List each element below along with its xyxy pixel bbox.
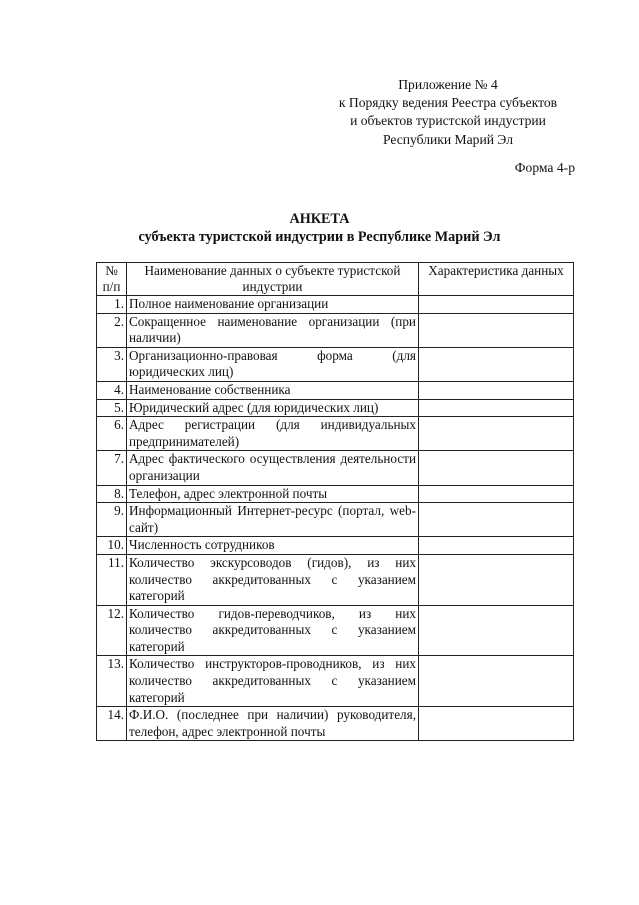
- row-value-cell[interactable]: [419, 313, 574, 347]
- annex-line: к Порядку ведения Реестра субъектов: [338, 95, 558, 111]
- row-value-cell[interactable]: [419, 347, 574, 381]
- row-number: 11.: [97, 554, 127, 605]
- row-number: 5.: [97, 399, 127, 417]
- row-label: Полное наименование организации: [127, 296, 419, 314]
- row-value-cell[interactable]: [419, 656, 574, 707]
- table-row: [97, 296, 574, 314]
- header-number: № п/п: [97, 263, 127, 296]
- title-subtitle: субъекта туристской индустрии в Республике Марий Эл: [138, 229, 501, 245]
- annex-reference: [300, 76, 596, 149]
- row-label: Организационно-правовая форма (для юридических лиц): [127, 347, 419, 381]
- row-number: 14.: [97, 707, 127, 741]
- questionnaire-table: [96, 262, 574, 741]
- row-number: 1.: [97, 296, 127, 314]
- document-title: [0, 210, 639, 246]
- row-number: 7.: [97, 451, 127, 485]
- row-number: 13.: [97, 656, 127, 707]
- row-label: Количество экскурсоводов (гидов), из них количество аккредитованных с указанием категорий: [127, 554, 419, 605]
- row-value-cell[interactable]: [419, 381, 574, 399]
- row-value-cell[interactable]: [419, 485, 574, 503]
- table-row: [97, 451, 574, 485]
- header-characteristic: Характеристика данных: [419, 263, 574, 296]
- row-number: 4.: [97, 381, 127, 399]
- row-value-cell[interactable]: [419, 537, 574, 555]
- row-number: 9.: [97, 503, 127, 537]
- table-row: [97, 399, 574, 417]
- row-label: Наименование собственника: [127, 381, 419, 399]
- row-value-cell[interactable]: [419, 417, 574, 451]
- row-number: 2.: [97, 313, 127, 347]
- row-label: Информационный Интернет-ресурс (портал, web-сайт): [127, 503, 419, 537]
- row-value-cell[interactable]: [419, 707, 574, 741]
- row-label: Адрес регистрации (для индивидуальных предпринимателей): [127, 417, 419, 451]
- row-label: Количество гидов-переводчиков, из них количество аккредитованных с указанием категорий: [127, 605, 419, 656]
- row-label: Количество инструкторов-проводников, из них количество аккредитованных с указанием категорий: [127, 656, 419, 707]
- table-row: [97, 347, 574, 381]
- title-main: АНКЕТА: [289, 211, 350, 227]
- table-row: [97, 485, 574, 503]
- table-row: [97, 417, 574, 451]
- table-row: [97, 537, 574, 555]
- table-row: [97, 707, 574, 741]
- annex-line: Республики Марий Эл: [382, 131, 514, 147]
- row-value-cell[interactable]: [419, 554, 574, 605]
- row-value-cell[interactable]: [419, 605, 574, 656]
- form-code: Форма 4-р: [514, 160, 575, 175]
- row-number: 12.: [97, 605, 127, 656]
- table-row: [97, 554, 574, 605]
- row-number: 3.: [97, 347, 127, 381]
- row-label: Ф.И.О. (последнее при наличии) руководителя, телефон, адрес электронной почты: [127, 707, 419, 741]
- row-value-cell[interactable]: [419, 451, 574, 485]
- annex-line: и объектов туристской индустрии: [350, 113, 546, 129]
- row-label: Адрес фактического осуществления деятельности организации: [127, 451, 419, 485]
- row-value-cell[interactable]: [419, 296, 574, 314]
- row-value-cell[interactable]: [419, 503, 574, 537]
- row-number: 8.: [97, 485, 127, 503]
- table-header-row: [97, 263, 574, 296]
- table-row: [97, 381, 574, 399]
- row-label: Телефон, адрес электронной почты: [127, 485, 419, 503]
- row-label: Юридический адрес (для юридических лиц): [127, 399, 419, 417]
- table-row: [97, 656, 574, 707]
- row-number: 10.: [97, 537, 127, 555]
- header-data-name: Наименование данных о субъекте туристской индустрии: [127, 263, 419, 296]
- row-number: 6.: [97, 417, 127, 451]
- row-label: Численность сотрудников: [127, 537, 419, 555]
- row-value-cell[interactable]: [419, 399, 574, 417]
- annex-line: Приложение № 4: [398, 77, 498, 92]
- row-label: Сокращенное наименование организации (при наличии): [127, 313, 419, 347]
- table-row: [97, 605, 574, 656]
- table-row: [97, 313, 574, 347]
- table-row: [97, 503, 574, 537]
